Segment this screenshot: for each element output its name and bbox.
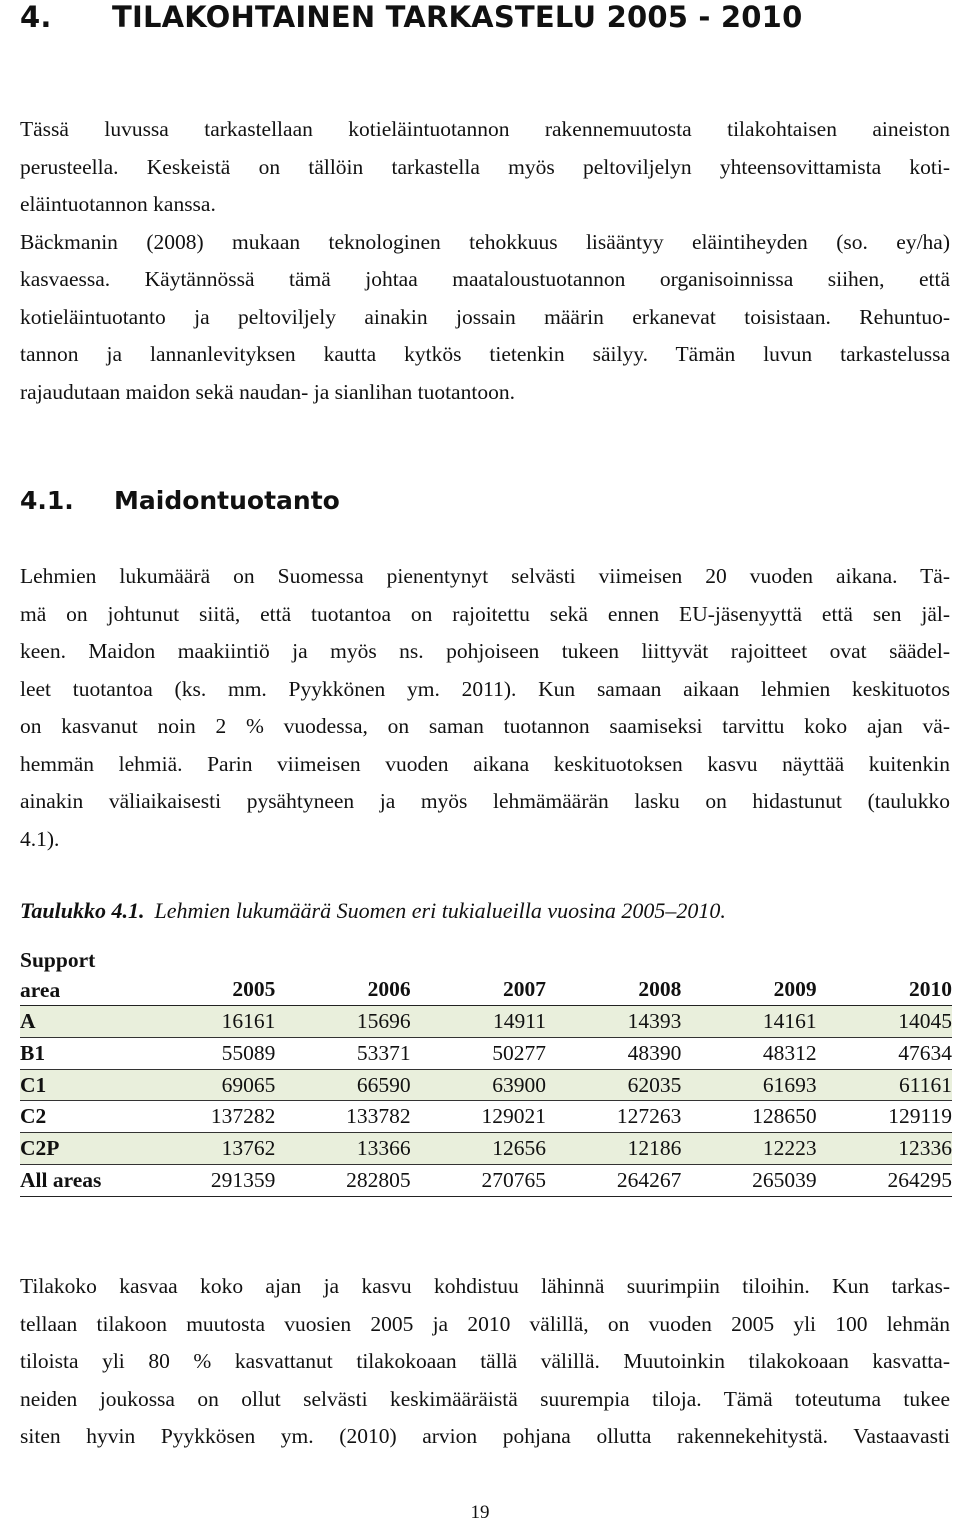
table-row: [20, 1069, 952, 1101]
chapter-heading: [20, 0, 802, 34]
milk-paragraph: [20, 558, 950, 858]
table-caption-text: Lehmien lukumäärä Suomen eri tukialueilla vuosina 2005–2010.: [154, 898, 726, 923]
cell-value: 61693: [762, 1072, 817, 1097]
text-line: mä on johtunut siitä, että tuotantoa on rajoitettu sekä ennen EU-jäsenyyttä että sen jäl-: [20, 601, 950, 626]
cell-value: 62035: [627, 1072, 682, 1097]
table-row: [20, 1133, 952, 1165]
intro-paragraph: [20, 111, 950, 411]
header-year: 2009: [773, 977, 817, 1002]
cell-value: 12186: [627, 1136, 682, 1161]
text-line: siten hyvin Pyykkösen ym. (2010) arvion pohjana ollutta rakennekehitystä. Vastaavasti: [20, 1424, 950, 1448]
text-line: kotieläintuotanto ja peltoviljely ainakin jossain määrin erkanevat toisistaan. Rehuntuo-: [20, 304, 950, 329]
header-year: 2010: [909, 977, 952, 1002]
table-caption: [20, 898, 726, 924]
cell-value: 14911: [493, 1009, 546, 1033]
cell-value: 53371: [356, 1040, 411, 1065]
cell-value: 48390: [627, 1040, 682, 1065]
row-area: C2P: [20, 1136, 60, 1161]
text-line: Bäckmanin (2008) mukaan teknologinen tehokkuus lisääntyy eläintiheyden (so. ey/ha): [20, 229, 950, 254]
header-year: 2008: [638, 977, 682, 1002]
cell-value: 66590: [356, 1072, 411, 1097]
text-line: hemmän lehmiä. Parin viimeisen vuoden aikana keskituotoksen kasvu näyttää kuitenkin: [20, 751, 950, 776]
cow-count-table: [20, 945, 952, 1197]
cell-value: 282805: [346, 1167, 411, 1192]
text-line: kasvaessa. Käytännössä tämä johtaa maataloustuotannon organisoinnissa siihen, että: [20, 267, 950, 291]
section-heading: [20, 486, 340, 515]
header-support-area: Support area: [20, 948, 96, 1002]
table-row: [20, 1101, 952, 1133]
cell-value: 14161: [762, 1009, 817, 1033]
table-row: [20, 1164, 952, 1196]
cell-value: 129021: [481, 1104, 546, 1129]
cell-value: 265039: [752, 1167, 817, 1192]
section-number: 4.1.: [20, 486, 74, 515]
cell-value: 12223: [762, 1136, 817, 1161]
text-line: 4.1).: [20, 826, 60, 851]
cell-value: 128650: [752, 1104, 817, 1129]
cell-value: 129119: [888, 1104, 952, 1129]
table-row: [20, 1037, 952, 1069]
row-area: All areas: [20, 1167, 102, 1192]
text-line: Tässä luvussa tarkastellaan kotieläintuotannon rakennemuutosta tilakohtaisen aineiston: [20, 117, 950, 141]
header-year: 2007: [502, 977, 546, 1002]
chapter-title: TILAKOHTAINEN TARKASTELU 2005 - 2010: [112, 0, 803, 34]
header-year: 2006: [367, 977, 411, 1002]
cell-value: 13366: [356, 1136, 411, 1161]
cell-value: 264267: [616, 1167, 682, 1192]
cell-value: 14045: [898, 1009, 952, 1033]
table-caption-label: Taulukko 4.1.: [20, 898, 145, 923]
cell-value: 13762: [221, 1136, 276, 1161]
cell-value: 55089: [221, 1040, 276, 1065]
cell-value: 291359: [210, 1167, 276, 1192]
cell-value: 63900: [492, 1072, 546, 1097]
text-line: keen. Maidon maakiintiö ja myös ns. pohjoiseen tukeen liittyvät rajoitteet ovat säädel-: [20, 639, 950, 663]
text-line: neiden joukossa on ollut selvästi keskimääräistä suurempia tiloja. Tämä toteutuma tukee: [20, 1386, 950, 1411]
cell-value: 61161: [899, 1072, 952, 1097]
text-line: tellaan tilakoon muutosta vuosien 2005 ja 2010 välillä, on vuoden 2005 yli 100 lehmän: [20, 1311, 950, 1336]
text-line: ainakin väliaikaisesti pysähtyneen ja myös lehmämäärän lasku on hidastunut (taulukko: [20, 789, 950, 813]
page-number: 19: [470, 1502, 490, 1523]
chapter-number: 4.: [20, 0, 52, 34]
cell-value: 47634: [898, 1040, 952, 1065]
cell-value: 14393: [627, 1009, 682, 1033]
cell-value: 15696: [356, 1009, 411, 1033]
text-line: Lehmien lukumäärä on Suomessa pienentynyt selvästi viimeisen 20 vuoden aikana. Tä-: [20, 564, 950, 588]
cell-value: 127263: [616, 1104, 682, 1129]
cell-value: 133782: [346, 1104, 411, 1129]
text-line: tiloista yli 80 % kasvattanut tilakokoaan tällä välillä. Muutoinkin tilakokoaan kasvatta-: [20, 1349, 950, 1373]
cell-value: 48312: [762, 1040, 817, 1065]
cell-value: 12336: [898, 1136, 952, 1161]
header-year: 2005: [232, 977, 276, 1002]
text-line: Tilakoko kasvaa koko ajan ja kasvu kohdistuu lähinnä suurimpiin tiloihin. Kun tarkas-: [20, 1274, 950, 1298]
row-area: A: [20, 1009, 36, 1033]
cell-value: 137282: [210, 1104, 276, 1129]
text-line: rajaudutaan maidon sekä naudan- ja sianlihan tuotantoon.: [20, 379, 515, 404]
row-area: C1: [20, 1072, 47, 1097]
cell-value: 270765: [481, 1167, 546, 1192]
row-area: B1: [20, 1040, 46, 1065]
farm-size-paragraph: [20, 1268, 950, 1456]
text-line: perusteella. Keskeistä on tällöin tarkastella myös peltoviljelyn yhteensovittamista koti-: [20, 154, 950, 179]
cell-value: 16161: [221, 1009, 276, 1033]
text-line: on kasvanut noin 2 % vuodessa, on saman tuotannon saamiseksi tarvittu koko ajan vä-: [20, 714, 950, 738]
cell-value: 264295: [887, 1167, 952, 1192]
text-line: eläintuotannon kanssa.: [20, 192, 216, 216]
row-area: C2: [20, 1104, 47, 1129]
cell-value: 69065: [221, 1072, 276, 1097]
cell-value: 50277: [492, 1040, 546, 1065]
cell-value: 12656: [492, 1136, 546, 1161]
text-line: tannon ja lannanlevityksen kautta kytkös tietenkin säilyy. Tämän luvun tarkastelussa: [20, 342, 950, 366]
text-line: leet tuotantoa (ks. mm. Pyykkönen ym. 2011). Kun samaan aikaan lehmien keskituotos: [20, 676, 950, 701]
table-header-row: [20, 945, 952, 1006]
section-title: Maidontuotanto: [114, 486, 340, 515]
table-row: [20, 1006, 952, 1038]
